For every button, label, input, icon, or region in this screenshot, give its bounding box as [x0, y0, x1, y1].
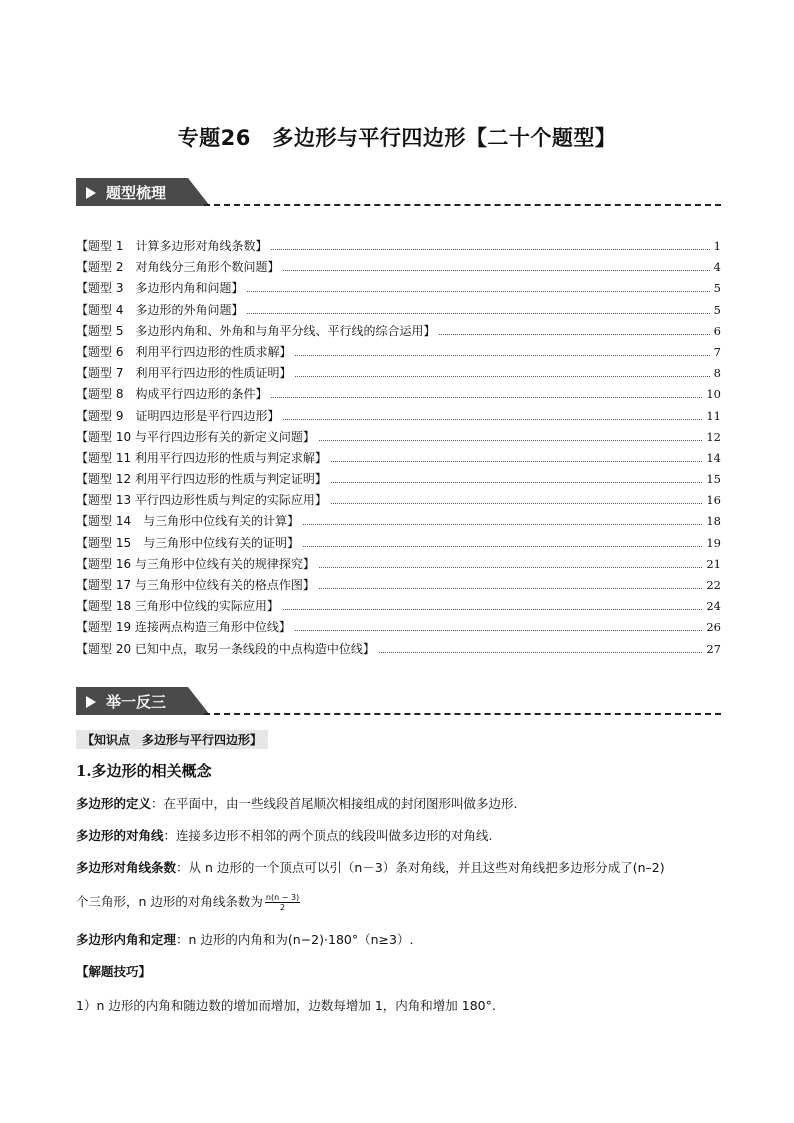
toc-entry-label: 【题型 17 与三角形中位线有关的格点作图】 — [76, 578, 315, 592]
toc-entry[interactable] — [76, 428, 721, 449]
toc-entry[interactable] — [76, 364, 721, 385]
definition-term: 多边形的定义 — [76, 796, 152, 811]
toc-page-number: 14 — [706, 450, 721, 465]
toc-entry-label: 【题型 8 构成平行四边形的条件】 — [76, 387, 268, 402]
toc-entry-label: 【题型 6 利用平行四边形的性质求解】 — [76, 344, 292, 359]
knowledge-point-label: 【知识点 多边形与平行四边形】 — [76, 730, 268, 749]
toc-entry[interactable] — [76, 576, 721, 597]
toc-entry[interactable] — [76, 555, 721, 576]
toc-leader-dots — [283, 410, 702, 420]
definition-text: ：n 边形的内角和为(n−2)·180°（n≥3）. — [176, 932, 414, 947]
toc-entry[interactable] — [76, 449, 721, 470]
toc-leader-dots — [247, 282, 709, 292]
toc-entry-label: 【题型 11 利用平行四边形的性质与判定求解】 — [76, 450, 327, 465]
toc-entry[interactable] — [76, 470, 721, 491]
toc-page-number: 12 — [706, 429, 721, 444]
definition-term: 多边形内角和定理 — [76, 932, 177, 947]
toc-entry-label: 【题型 3 多边形内角和问题】 — [76, 281, 244, 296]
toc-leader-dots — [271, 240, 709, 250]
toc-page-number: 22 — [706, 578, 721, 592]
toc-leader-dots — [319, 579, 702, 589]
toc-page-number: 5 — [713, 302, 721, 317]
toc-entry-label: 【题型 9 证明四边形是平行四边形】 — [76, 408, 280, 423]
toc-entry[interactable] — [76, 258, 721, 279]
table-of-contents — [76, 237, 721, 661]
fraction-denominator: 2 — [279, 903, 286, 912]
play-arrow-icon — [86, 696, 96, 708]
toc-page-number: 24 — [706, 599, 721, 614]
toc-leader-dots — [283, 600, 702, 610]
definition-diagonal — [76, 826, 724, 846]
toc-leader-dots — [331, 494, 702, 504]
toc-entry[interactable] — [76, 512, 721, 533]
definition-text: ：连接多边形不相邻的两个顶点的线段叫做多边形的对角线. — [163, 828, 493, 843]
toc-entry[interactable] — [76, 237, 721, 258]
toc-entry-label: 【题型 10 与平行四边形有关的新定义问题】 — [76, 429, 315, 444]
toc-page-number: 11 — [706, 408, 721, 423]
toc-leader-dots — [439, 325, 709, 335]
toc-entry[interactable] — [76, 618, 721, 639]
toc-leader-dots — [319, 558, 702, 568]
toc-entry[interactable] — [76, 343, 721, 364]
toc-entry[interactable] — [76, 491, 721, 512]
toc-page-number: 1 — [713, 239, 721, 253]
toc-entry-label: 【题型 16 与三角形中位线有关的规律探究】 — [76, 556, 315, 571]
definition-text: 个三角形，n 边形的对角线条数为 — [76, 894, 263, 909]
fraction-formula — [265, 893, 300, 912]
section-label: 举一反三 — [106, 693, 167, 711]
page-title: 专题26 多边形与平行四边形【二十个题型】 — [177, 126, 617, 150]
toc-leader-dots — [295, 367, 709, 377]
toc-leader-dots — [331, 473, 702, 483]
toc-page-number: 15 — [706, 472, 721, 487]
toc-entry-label: 【题型 20 已知中点，取另一条线段的中点构造中位线】 — [76, 641, 375, 656]
toc-page-number: 19 — [706, 535, 721, 550]
toc-entry-label: 【题型 15 与三角形中位线有关的证明】 — [76, 535, 300, 550]
toc-page-number: 7 — [713, 344, 721, 359]
toc-leader-dots — [319, 431, 702, 441]
toc-entry-label: 【题型 12 利用平行四边形的性质与判定证明】 — [76, 472, 327, 487]
toc-leader-dots — [283, 261, 709, 271]
toc-entry[interactable] — [76, 407, 721, 428]
tip-1: 1）n 边形的内角和随边数的增加而增加，边数每增加 1，内角和增加 180°. — [76, 998, 496, 1013]
definition-term: 多边形的对角线 — [76, 828, 164, 843]
toc-page-number: 10 — [706, 387, 721, 402]
heading-polygon-concepts: 1.多边形的相关概念 — [76, 762, 212, 780]
toc-entry-label: 【题型 7 利用平行四边形的性质证明】 — [76, 366, 292, 381]
toc-leader-dots — [271, 388, 702, 398]
definition-term: 多边形对角线条数 — [76, 860, 177, 875]
toc-entry[interactable] — [76, 640, 721, 661]
toc-entry[interactable] — [76, 385, 721, 406]
toc-page-number: 18 — [706, 514, 721, 529]
tips-heading: 【解题技巧】 — [76, 964, 152, 979]
toc-entry[interactable] — [76, 534, 721, 555]
definition-polygon — [76, 794, 724, 814]
toc-page-number: 4 — [713, 260, 721, 275]
toc-page-number: 8 — [713, 366, 721, 381]
definition-text: ：在平面中，由一些线段首尾顺次相接组成的封闭图形叫做多边形. — [151, 796, 518, 811]
toc-entry-label: 【题型 1 计算多边形对角线条数】 — [76, 239, 268, 253]
section-divider — [204, 713, 721, 715]
toc-entry-label: 【题型 13 平行四边形性质与判定的实际应用】 — [76, 493, 327, 508]
toc-entry-label: 【题型 2 对角线分三角形个数问题】 — [76, 260, 280, 275]
toc-leader-dots — [303, 515, 702, 525]
toc-leader-dots — [379, 643, 702, 653]
toc-leader-dots — [303, 537, 702, 547]
toc-entry-label: 【题型 18 三角形中位线的实际应用】 — [76, 599, 279, 614]
definition-text: ：从 n 边形的一个顶点可以引（n－3）条对角线，并且这些对角线把多边形分成了(n–2) — [176, 860, 665, 875]
section-header-examples — [76, 687, 721, 717]
definition-diagonal-count-cont — [76, 892, 724, 912]
toc-entry[interactable] — [76, 597, 721, 618]
section-divider — [204, 204, 721, 206]
toc-entry-label: 【题型 5 多边形内角和、外角和与角平分线、平行线的综合运用】 — [76, 323, 436, 338]
toc-leader-dots — [247, 304, 709, 314]
definition-angle-sum — [76, 930, 724, 950]
toc-leader-dots — [295, 346, 709, 356]
definition-diagonal-count — [76, 858, 724, 878]
section-label: 题型梳理 — [106, 184, 167, 202]
toc-entry-label: 【题型 14 与三角形中位线有关的计算】 — [76, 514, 300, 529]
toc-entry-label: 【题型 19 连接两点构造三角形中位线】 — [76, 620, 291, 635]
toc-entry[interactable] — [76, 279, 721, 300]
toc-entry[interactable] — [76, 301, 721, 322]
toc-entry[interactable] — [76, 322, 721, 343]
toc-page-number: 6 — [713, 323, 721, 338]
section-header-question-types — [76, 178, 721, 208]
toc-page-number: 26 — [706, 620, 721, 635]
toc-page-number: 27 — [706, 641, 721, 656]
toc-page-number: 16 — [706, 493, 721, 508]
toc-leader-dots — [331, 452, 702, 462]
toc-page-number: 5 — [713, 281, 721, 296]
toc-entry-label: 【题型 4 多边形的外角问题】 — [76, 302, 244, 317]
toc-leader-dots — [295, 621, 702, 631]
play-arrow-icon — [86, 187, 96, 199]
toc-page-number: 21 — [706, 556, 721, 571]
fraction-numerator: n(n − 3) — [265, 893, 300, 902]
